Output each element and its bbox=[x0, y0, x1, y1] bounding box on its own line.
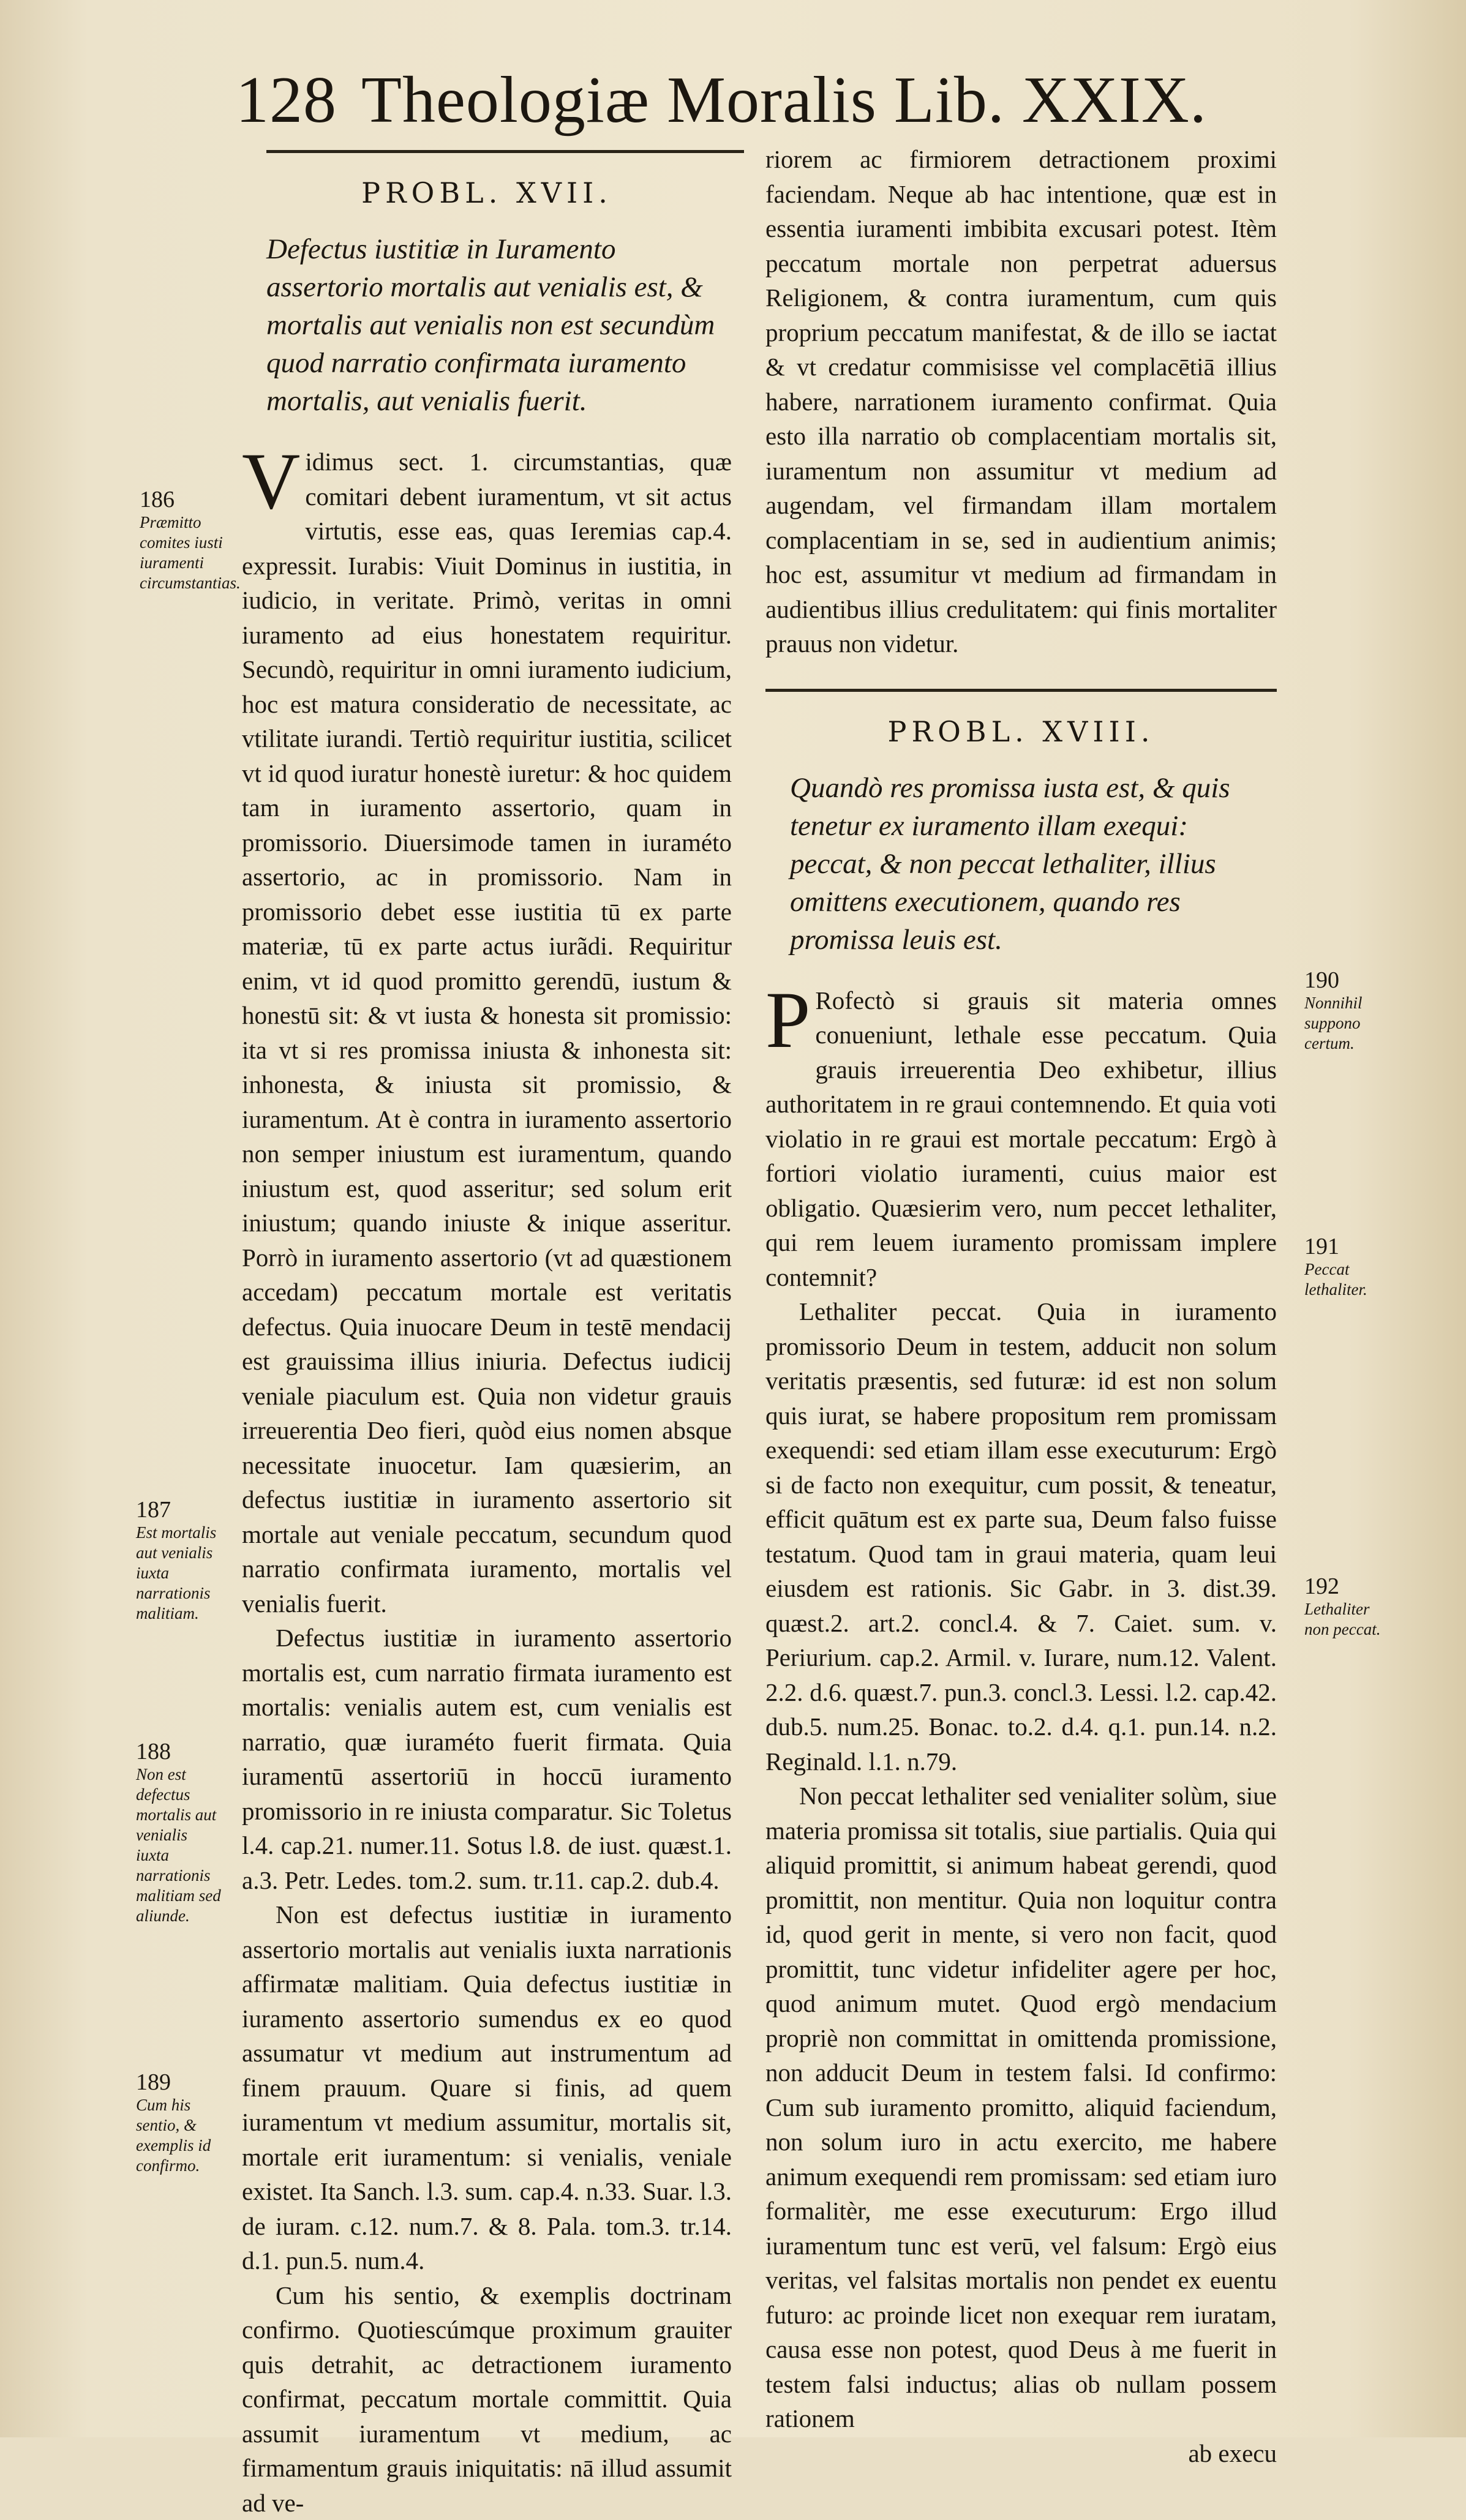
margin-note: 190 Nonnihil suppono certum. bbox=[1304, 970, 1390, 1054]
paragraph: Vidimus sect. 1. circumstantias, quæ comitari debent iuramentum, vt sit actus virtutis, esse eas, quas Ieremias cap.4. expressit. Iurabis: Viuit Dominus in iustitia, in iudicio, in veritate. Primò, veritas in omni iuramento ad eius honestatem requiritur. Secundò, requiritur in omni iuramento iudicium, hoc est matura consideratio de necessitate, ac vtilitate iurandi. Tertiò requiritur iustitia, scilicet vt id quod iuratur honestè iuretur: & hoc quidem tam in iuramento assertorio, quam in promissorio. Diuersimode tamen in iuraméto assertorio, ac in promissorio. Nam in promissorio debet esse iustitia tū ex parte materiæ, tū ex parte actus iurãdi. Requiritur enim, vt id quod promitto gerendū, iustum & honestū sit: & vt iusta & honesta sit promissio: ita vt si res promissa iniusta & inhonesta sit: inhonesta, & iniusta sit promissio, & iuramentum. At è contra in iuramento assertorio non semper iniustum est iuramentum, quando iniustum est, quod asseritur; sed solum erit iniustum; quando iniuste & inique asseritur. Porrò in iuramento assertorio (vt ad quæstionem accedam) peccatum mortale est veritatis defectus. Quia inuocare Deum in testē mendacij est grauissima illius iniuria. Defectus iudicij veniale piaculum est. Quia non videtur grauis irreuerentia Deo fieri, quòd eius nomen absque necessitate inuocetur. Iam quæsierim, an defectus iustitiæ in iuramento assertorio sit mortale aut veniale peccatum, secundum quod narratio confirmata iuramento, mortalis vel venialis fuerit. bbox=[242, 444, 732, 1621]
problem-summary-text: Quandò res promissa iusta est, & quis tenetur ex iuramento illam exequi: peccat, & non peccat lethaliter, illius omittens executionem, quando res promissa leuis est. bbox=[790, 769, 1277, 959]
dropcap: P bbox=[765, 986, 810, 1054]
dropcap: V bbox=[242, 447, 300, 516]
paragraph: P Rofectò si grauis sit materia omnes conueniunt, lethale esse peccatum. Quia grauis irreuerentia Deo exhibetur, illius authoritatem in re graui contemnendo. Et quia voti violatio in re graui est mortale peccatum: Ergò à fortiori violatio iuramenti, cuius maior est obligatio. Quæsierim vero, num peccet lethaliter, qui rem leuem iuramento promissam implere contemnit? bbox=[765, 983, 1277, 1295]
problem-heading: PROBL. XVIII. bbox=[765, 715, 1277, 748]
margin-note: 187 Est mortalis aut venialis iuxta narrationis malitiam. bbox=[136, 1500, 222, 1624]
right-column bbox=[765, 142, 1277, 2470]
section-rule bbox=[765, 689, 1277, 692]
running-head bbox=[236, 67, 1207, 133]
catchword: ab execu bbox=[765, 2436, 1277, 2471]
paragraph: Lethaliter peccat. Quia in iuramento promissorio Deum in testem, adducit non solum veritatis præsentis, sed futuræ: id est non solum quis iurat, se habere propositum rem promissam exequendi: sed etiam illam esse executurum: Ergò si de facto non exequitur, cum possit, & teneatur, efficit quātum est ex parte sua, Deum falso fuisse testatum. Quod tam in graui materia, quam leui eiusdem est rationis. Sic Gabr. in 3. dist.39. quæst.2. art.2. concl.4. & 7. Caiet. sum. v. Periurium. cap.2. Armil. v. Iurare, num.12. Valent. 2.2. d.6. quæst.7. pun.3. concl.3. Lessi. l.2. cap.42. dub.5. num.25. Bonac. to.2. d.4. q.1. pun.14. n.2. Reginald. l.1. n.79. bbox=[765, 1294, 1277, 1779]
left-column bbox=[242, 150, 732, 2520]
paragraph: Non est defectus iustitiæ in iuramento assertorio mortalis aut venialis iuxta narrationis affirmatæ malitiam. Quia defectus iustitiæ in iuramento assertorio sumendus ex eo quod assumatur vt medium aut instrumentum ad finem prauum. Quare si finis, ad quem iuramentum vt medium assumitur, mortalis sit, mortale erit iuramentum: si venialis, veniale existet. Ita Sanch. l.3. sum. cap.4. n.33. Suar. l.3. de iuram. c.12. num.7. & 8. Pala. tom.3. tr.14. d.1. pun.5. num.4. bbox=[242, 1897, 732, 2278]
running-title: Theologiæ Moralis Lib. XXIX. bbox=[361, 64, 1207, 137]
left-body bbox=[242, 444, 732, 2520]
problem-summary bbox=[765, 769, 1277, 959]
paragraph: Non peccat lethaliter sed venialiter solùm, siue materia promissa sit totalis, siue partialis. Quia qui aliquid promittit, si animum habeat gerendi, quod promittit, non mentitur. Quia non loquitur contra id, quod gerit in mente, si vero non facit, quod promittit, tunc videtur infideliter agere per hoc, quod animum mutet. Quod ergò mendacium propriè non committat in omittenda promissione, non adducit Deum in testem falsi. Id confirmo: Cum sub iuramento promitto, aliquid faciendum, non solum iuro in actu exercito, me habere animum exequendi rem promissam: sed etiam iuro formalitèr, me esse executurum: Ergo illud iuramentum tunc est verū, vel falsum: Ergò eius veritas, vel falsitas mortalis non pendet ex euentu futuro: ac proinde licet non exequar rem iuratam, causa esse non potest, quod Deus à me fuerit in testem falsi inductus; alias ob nullam possem rationem bbox=[765, 1779, 1277, 2436]
right-continuation bbox=[765, 142, 1277, 661]
paragraph: riorem ac firmiorem detractionem proximi faciendam. Neque ab hac intentione, quæ est in essentia iuramenti imbibita excusari potest. Itèm peccatum mortale non perpetrat aduersus Religionem, & contra iuramentum, cum quis proprium peccatum manifestat, & de illo se iactat & vt credatur commisisse vel complacētiā illius habere, narrationem iuramento confirmat. Quia esto illa narratio ob complacentiam mortalis sit, iuramentum non assumitur vt medium ad augendam, vel firmandam illam mortalem complacentiam in se, sed in audientium animis; hoc est, assumitur vt medium ad firmandam in audientibus illius credulitatem: qui finis mortaliter prauus non videtur. bbox=[765, 142, 1277, 661]
margin-note: 188 Non est defectus mortalis aut venialis iuxta narrationis malitiam sed aliunde. bbox=[136, 1742, 222, 1926]
problem-heading: PROBL. XVII. bbox=[242, 176, 732, 209]
problem-summary-text: Defectus iustitiæ in Iuramento assertorio mortalis aut venialis est, & mortalis aut venialis non est secundùm quod narratio confirmata iuramento mortalis, aut venialis fuerit. bbox=[266, 230, 732, 420]
right-body bbox=[765, 983, 1277, 2471]
paragraph: Cum his sentio, & exemplis doctrinam confirmo. Quotiescúmque proximum grauiter quis detrahit, ac detractionem iuramento confirmat, peccatum mortale committit. Quia assumit iuramentum vt medium, ac firmamentum grauis iniquitatis: nā illud assumit ad ve- bbox=[242, 2278, 732, 2520]
paragraph: Defectus iustitiæ in iuramento assertorio mortalis est, cum narratio firmata iuramento est mortalis: venialis autem est, cum venialis est narratio, quæ iuraméto fuerit firmata. Quia iuramentū assertoriū in hoccū iuramento promissorio in re iniusta comparatur. Sic Toletus l.4. cap.21. numer.11. Sotus l.8. de iust. quæst.1. a.3. Petr. Ledes. tom.2. sum. tr.11. cap.2. dub.4. bbox=[242, 1621, 732, 1897]
problem-summary bbox=[242, 230, 732, 420]
page-number: 128 bbox=[236, 64, 337, 137]
section-rule bbox=[266, 150, 744, 153]
margin-note: 192 Lethaliter non peccat. bbox=[1304, 1577, 1390, 1640]
margin-note: 191 Peccat lethaliter. bbox=[1304, 1237, 1390, 1300]
margin-note: 189 Cum his sentio, & exemplis id confirmo. bbox=[136, 2072, 222, 2176]
margin-note: 186 Præmitto comites iusti iuramenti circumstantias. bbox=[140, 490, 225, 593]
